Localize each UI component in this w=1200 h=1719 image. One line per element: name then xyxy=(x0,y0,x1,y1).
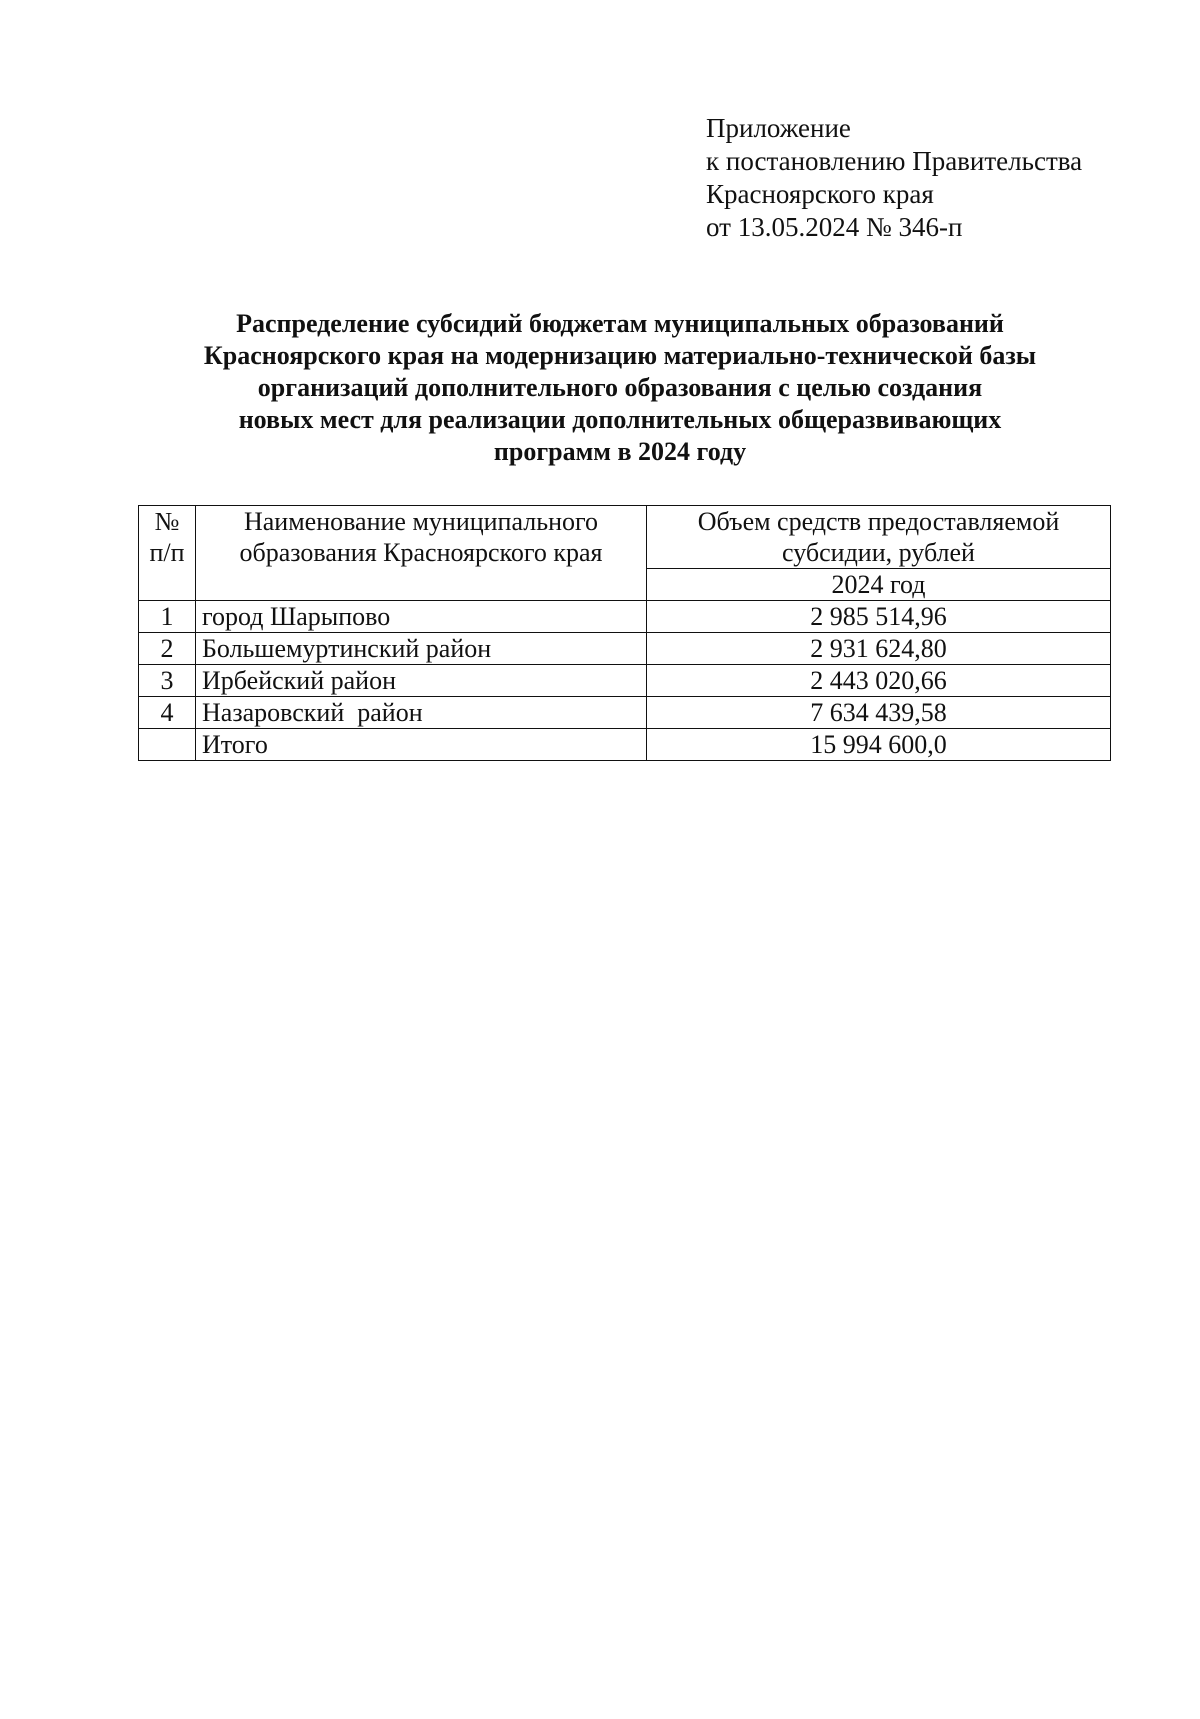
table-body xyxy=(139,601,1111,761)
total-row xyxy=(139,729,1111,761)
table-header xyxy=(139,506,1111,601)
header-amount xyxy=(647,506,1111,569)
table-row xyxy=(139,697,1111,729)
header-year: 2024 год xyxy=(647,569,1111,601)
header-amount-line2: субсидии, рублей xyxy=(782,538,975,567)
row-num: 3 xyxy=(139,665,196,697)
appendix-line: от 13.05.2024 № 346-п xyxy=(706,212,963,242)
row-name: Большемуртинский район xyxy=(196,633,647,665)
row-amount: 2 985 514,96 xyxy=(647,601,1111,633)
row-num: 2 xyxy=(139,633,196,665)
row-num: 1 xyxy=(139,601,196,633)
header-name xyxy=(196,506,647,601)
row-amount: 2 931 624,80 xyxy=(647,633,1111,665)
title-line: организаций дополнительного образования с целью создания xyxy=(257,373,983,402)
header-num xyxy=(139,506,196,601)
row-amount: 7 634 439,58 xyxy=(647,697,1111,729)
row-name: Назаровский район xyxy=(196,697,647,729)
row-num: 4 xyxy=(139,697,196,729)
header-amount-line1: Объем средств предоставляемой xyxy=(697,507,1060,536)
appendix-note xyxy=(706,112,1082,244)
appendix-line: к постановлению Правительства xyxy=(706,146,1083,176)
subsidy-table xyxy=(138,505,1111,761)
title-line: новых мест для реализации дополнительных общеразвивающих xyxy=(238,405,1002,434)
row-name: город Шарыпово xyxy=(196,601,647,633)
table-row xyxy=(139,633,1111,665)
header-row xyxy=(139,506,1111,569)
appendix-line: Красноярского края xyxy=(706,179,934,209)
total-num xyxy=(139,729,196,761)
total-label: Итого xyxy=(196,729,647,761)
table-row xyxy=(139,665,1111,697)
header-num-line2: п/п xyxy=(149,538,185,567)
header-name-line2: образования Красноярского края xyxy=(239,538,603,567)
row-amount: 2 443 020,66 xyxy=(647,665,1111,697)
header-name-line1: Наименование муниципального xyxy=(243,507,599,536)
title-line: Распределение субсидий бюджетам муниципальных образований xyxy=(236,309,1004,338)
header-num-line1: № xyxy=(154,507,180,536)
title-line: программ в 2024 году xyxy=(493,437,747,466)
title-line: Красноярского края на модернизацию материально-технической базы xyxy=(203,341,1037,370)
document-title xyxy=(130,308,1110,468)
row-name: Ирбейский район xyxy=(196,665,647,697)
total-amount: 15 994 600,0 xyxy=(647,729,1111,761)
appendix-line: Приложение xyxy=(706,113,851,143)
table-row xyxy=(139,601,1111,633)
